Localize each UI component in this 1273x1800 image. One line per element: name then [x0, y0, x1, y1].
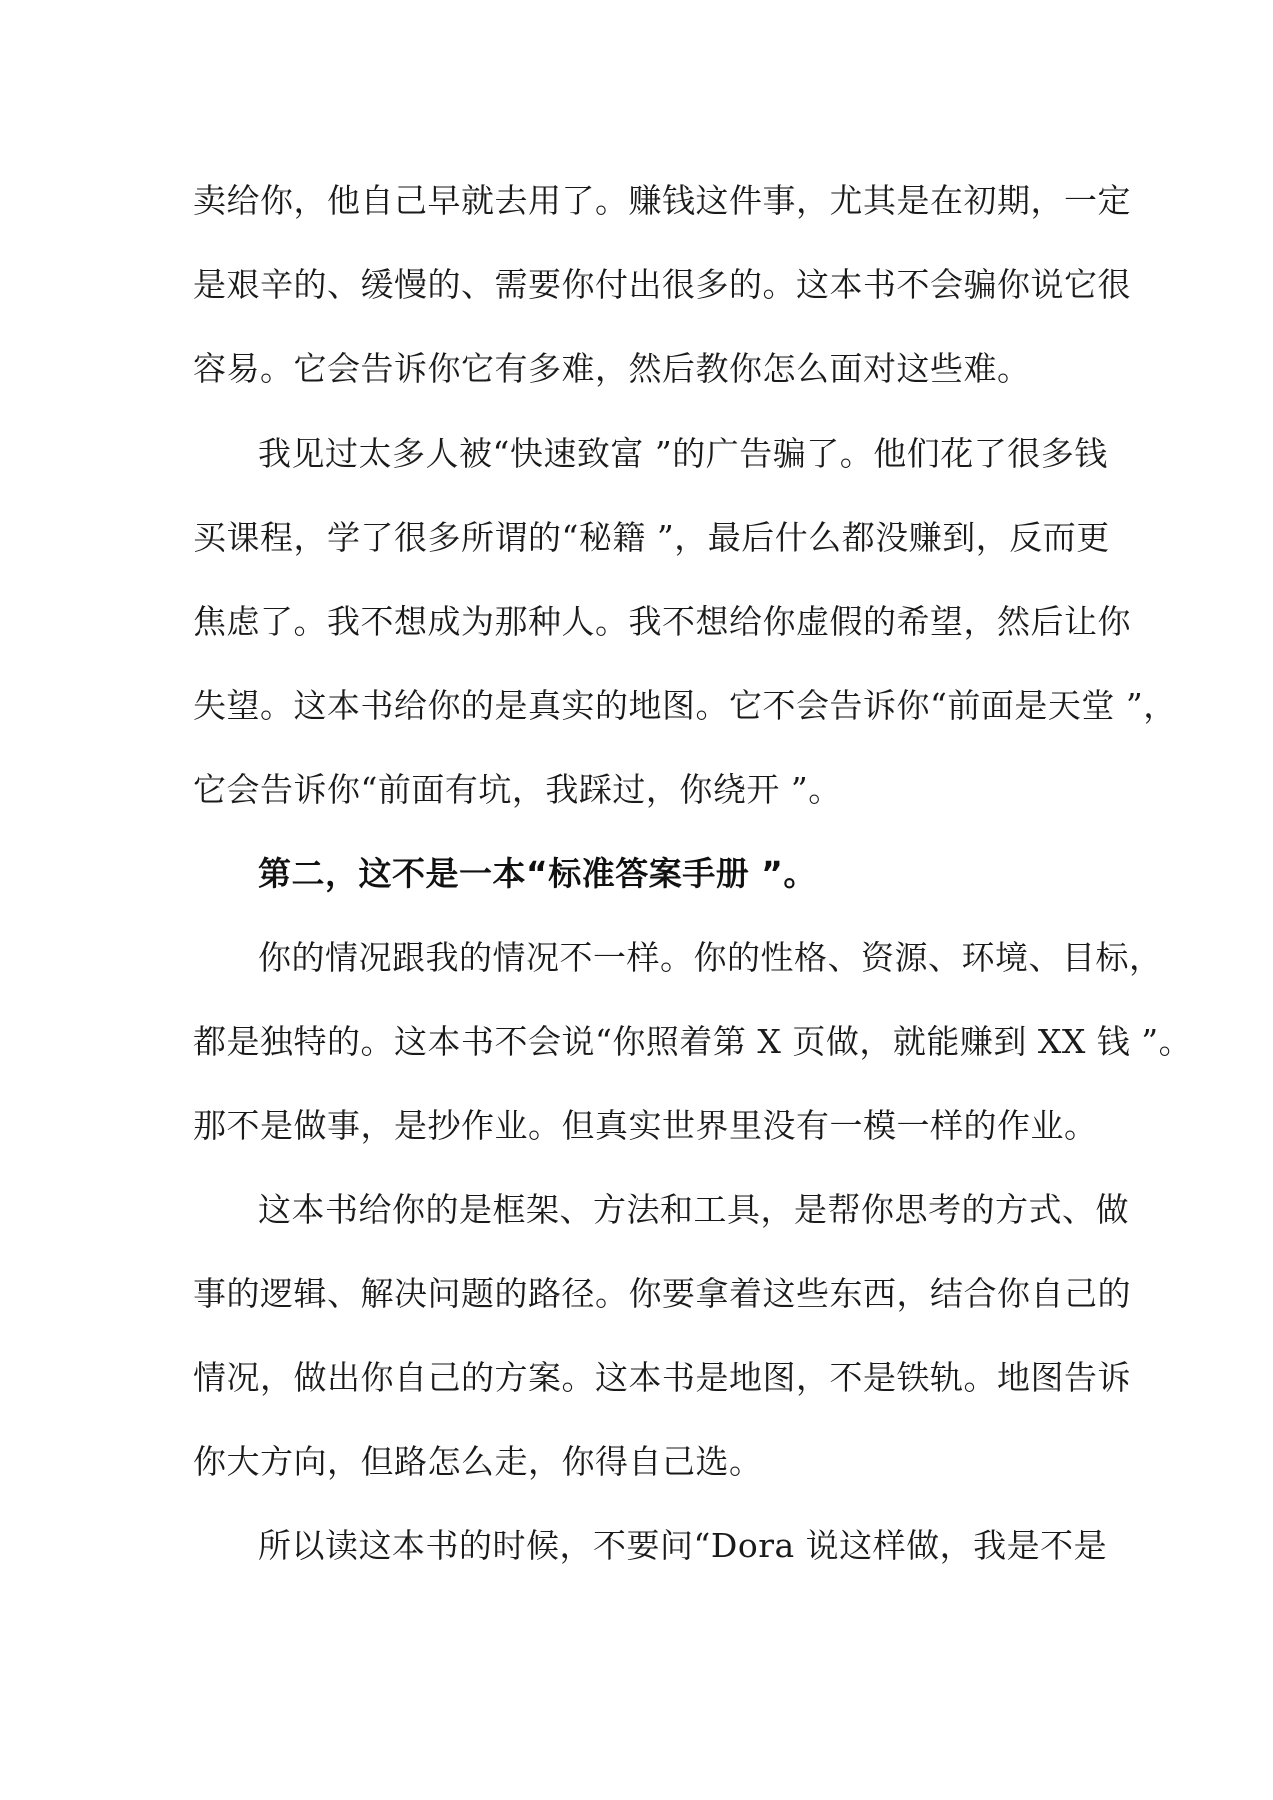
paragraph-line: 我见过太多人被“快速致富 ”的广告骗了。他们花了很多钱 [258, 434, 1108, 473]
paragraph-line: 容易。它会告诉你它有多难，然后教你怎么面对这些难。 [193, 349, 1031, 388]
paragraph-line: 你的情况跟我的情况不一样。你的性格、资源、环境、目标， [258, 938, 1163, 977]
paragraph-line: 是艰辛的、缓慢的、需要你付出很多的。这本书不会骗你说它很 [193, 265, 1131, 304]
paragraph-line: 这本书给你的是框架、方法和工具，是帮你思考的方式、做 [258, 1190, 1129, 1229]
paragraph-line: 焦虑了。我不想成为那种人。我不想给你虚假的希望，然后让你 [193, 602, 1131, 641]
paragraph-line: 事的逻辑、解决问题的路径。你要拿着这些东西，结合你自己的 [193, 1274, 1131, 1313]
section-heading: 第二，这不是一本“标准答案手册 ”。 [258, 854, 817, 893]
paragraph-line: 卖给你，他自己早就去用了。赚钱这件事，尤其是在初期，一定 [193, 181, 1131, 220]
paragraph-line: 失望。这本书给你的是真实的地图。它不会告诉你“前面是天堂 ”， [193, 686, 1177, 725]
paragraph-line: 都是独特的。这本书不会说“你照着第 X 页做，就能赚到 XX 钱 ”。 [193, 1022, 1193, 1061]
paragraph-line: 你大方向，但路怎么走，你得自己选。 [193, 1442, 763, 1481]
paragraph-line: 所以读这本书的时候，不要问“Dora 说这样做，我是不是 [258, 1526, 1108, 1565]
paragraph-line: 情况，做出你自己的方案。这本书是地图，不是铁轨。地图告诉 [193, 1358, 1131, 1397]
paragraph-line: 它会告诉你“前面有坑，我踩过，你绕开 ”。 [193, 770, 842, 809]
paragraph-line: 那不是做事，是抄作业。但真实世界里没有一模一样的作业。 [193, 1106, 1098, 1145]
paragraph-line: 买课程，学了很多所谓的“秘籍 ”，最后什么都没赚到，反而更 [193, 518, 1110, 557]
